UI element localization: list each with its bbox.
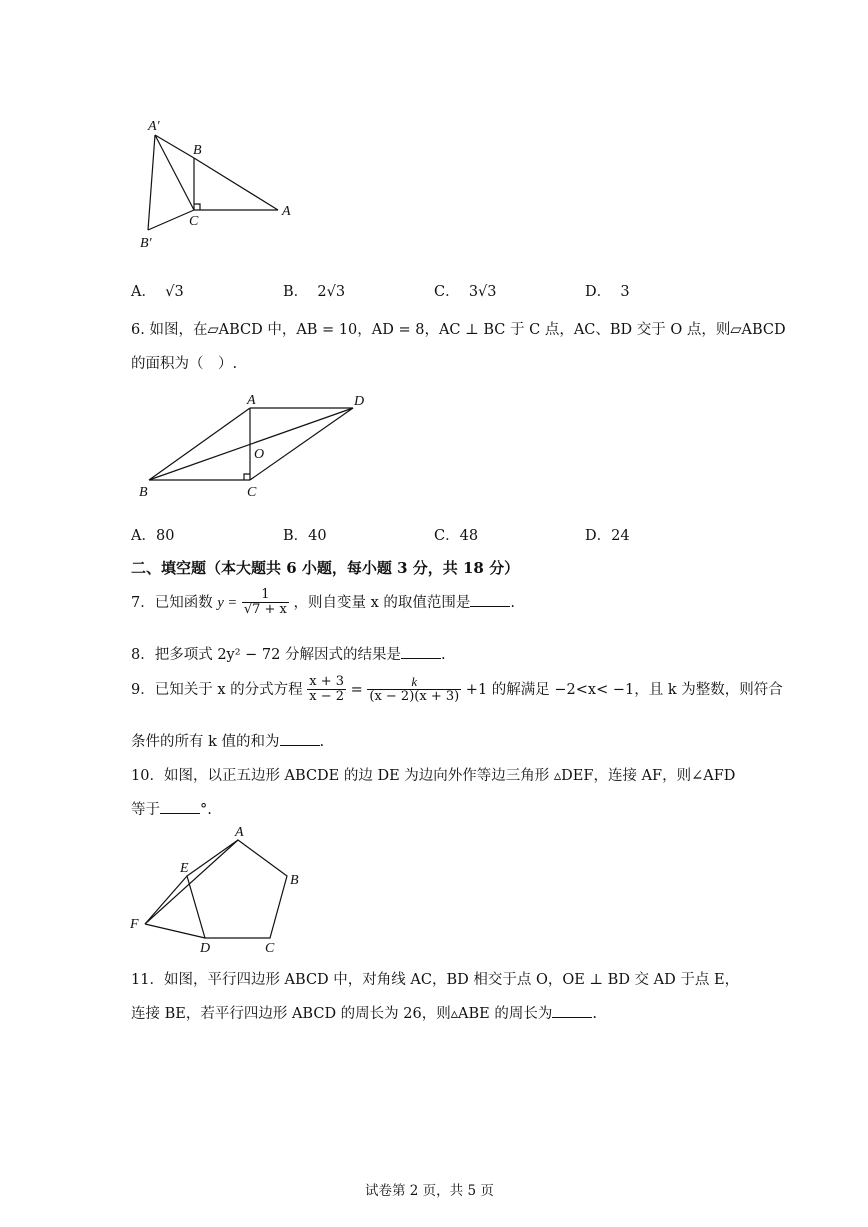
q10-text-line2: 等于 °. — [131, 798, 212, 819]
answer-blank[interactable] — [280, 731, 320, 746]
q5-option-d: D． 3 — [585, 284, 630, 300]
q6-option-c: C．48 — [434, 528, 479, 544]
label-a-prime: A′ — [148, 119, 160, 134]
label-o: O — [254, 447, 265, 462]
q5-option-a: A． √3 — [131, 284, 184, 300]
q5-option-b: B． 2√3 — [283, 284, 346, 300]
q6-text-line1: 6. 如图，在▱ABCD 中，AB = 10，AD = 8，AC ⊥ BC 于 C 点，AC、BD 交于 O 点，则▱ABCD — [131, 322, 786, 338]
label-a: A — [235, 825, 244, 840]
q8-text: 8．把多项式 2y² − 72 分解因式的结果是 . — [131, 643, 446, 664]
q7-text: 7．已知函数 y = $\frac{1}{√7 + x}$ ，则自变量 x 的取值范围是 . — [131, 587, 515, 618]
label-a: A — [282, 204, 291, 219]
answer-blank[interactable] — [470, 592, 510, 607]
label-a: A — [247, 393, 256, 408]
q10-figure — [125, 822, 315, 957]
q6-option-a: A．80 — [131, 528, 175, 544]
q11-text-line1: 11．如图，平行四边形 ABCD 中，对角线 AC，BD 相交于点 O，OE ⊥ BD 交 AD 于点 E， — [131, 972, 740, 988]
q5-figure — [130, 112, 310, 262]
answer-blank[interactable] — [401, 644, 441, 659]
label-d: D — [200, 941, 211, 956]
q9-text-line1: 9．已知关于 x 的分式方程 $\frac{x + 3}{x - 2}$ = $\frac{k}{(x - 2)(x + 3)}$ +1 的解满足 −2<x< −1，且 k 为整数，则符合 — [131, 674, 783, 705]
label-c: C — [247, 485, 257, 500]
label-f: F — [130, 917, 139, 932]
answer-blank[interactable] — [552, 1003, 592, 1018]
q6-option-d: D．24 — [585, 528, 630, 544]
q11-text-line2: 连接 BE，若平行四边形 ABCD 的周长为 26，则▵ABE 的周长为 . — [131, 1002, 597, 1023]
label-c: C — [265, 941, 275, 956]
q6-option-b: B．40 — [283, 528, 327, 544]
label-c: C — [189, 214, 199, 229]
q6-text-line2: 的面积为（ ）. — [131, 356, 238, 372]
label-b-prime: B′ — [140, 236, 152, 251]
answer-blank[interactable] — [160, 799, 200, 814]
section-title: 二、填空题（本大题共 6 小题，每小题 3 分，共 18 分） — [131, 559, 520, 577]
q6-figure — [135, 390, 375, 505]
q5-option-c: C． 3√3 — [434, 284, 497, 300]
label-b: B — [139, 485, 148, 500]
label-e: E — [180, 861, 189, 876]
label-b: B — [290, 873, 299, 888]
q9-text-line2: 条件的所有 k 值的和为 . — [131, 730, 324, 751]
label-d: D — [354, 394, 365, 409]
q10-text-line1: 10．如图，以正五边形 ABCDE 的边 DE 为边向外作等边三角形 ▵DEF，连接 AF，则∠AFD — [131, 768, 736, 784]
page-footer: 试卷第 2 页，共 5 页 — [365, 1183, 494, 1199]
label-b: B — [193, 143, 202, 158]
